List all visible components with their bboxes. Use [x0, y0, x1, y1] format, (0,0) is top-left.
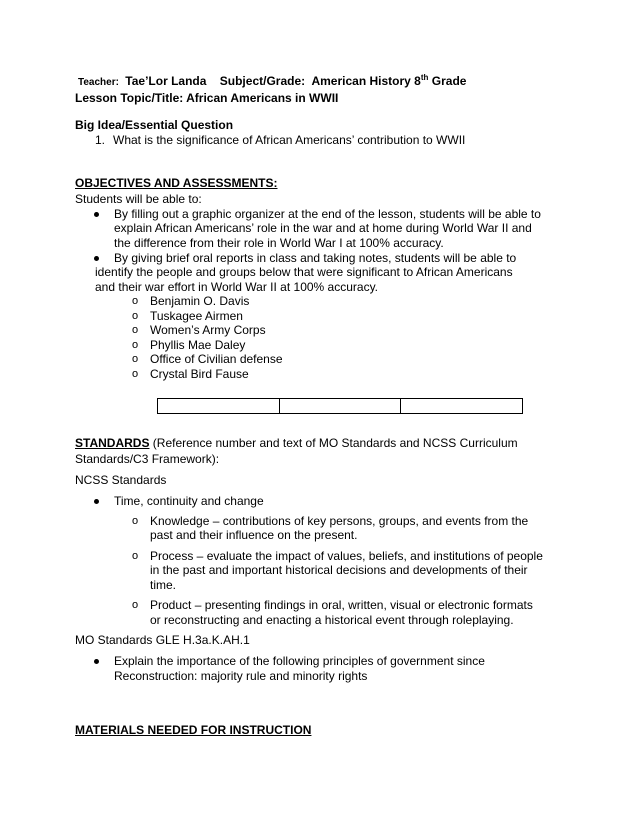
product-line-1: Product – presenting findings in oral, written, visual or electronic formats	[150, 598, 533, 612]
materials-heading: MATERIALS NEEDED FOR INSTRUCTION	[75, 723, 312, 737]
big-idea-heading: Big Idea/Essential Question	[75, 118, 234, 132]
circle-bullet-icon: o	[132, 353, 139, 365]
circle-bullet-icon: o	[132, 324, 139, 336]
sub-item: Office of Civilian defense	[150, 352, 283, 366]
circle-bullet-icon: o	[132, 515, 139, 527]
empty-table	[157, 398, 523, 414]
circle-bullet-icon: o	[132, 339, 139, 351]
subject-sup: th	[420, 73, 429, 82]
standards-heading-line	[75, 436, 518, 450]
table-cell	[280, 399, 402, 413]
table-cell	[158, 399, 280, 413]
sub-item: Benjamin O. Davis	[150, 294, 250, 308]
objectives-heading: OBJECTIVES AND ASSESSMENTS:	[75, 176, 278, 190]
process-line-2: in the past and important historical decisions and developments of their	[150, 563, 528, 577]
tcc-label: Time, continuity and change	[114, 494, 264, 508]
sub-item: Phyllis Mae Daley	[150, 338, 246, 352]
knowledge-line-2: past and their influence on the present.	[150, 528, 358, 542]
objective-2-line-3: and their war effort in World War II at 100% accuracy.	[95, 280, 379, 294]
circle-bullet-icon: o	[132, 295, 139, 307]
mo-standards-label: MO Standards GLE H.3a.K.AH.1	[75, 633, 250, 647]
standards-heading: STANDARDS	[75, 436, 150, 450]
product-line-2: or reconstructing and enacting a historical event through roleplaying.	[150, 613, 514, 627]
objective-1-line-1: By filling out a graphic organizer at the end of the lesson, students will be able to	[114, 207, 541, 221]
subject-tail: Grade	[431, 74, 467, 88]
bullet-icon	[94, 499, 99, 504]
bullet-icon	[94, 212, 99, 217]
circle-bullet-icon: o	[132, 599, 139, 611]
knowledge-line-1: Knowledge – contributions of key persons, groups, and events from the	[150, 514, 529, 528]
objective-1-line-2: explain African Americans’ role in the war and at home during World War II and	[114, 221, 532, 235]
circle-bullet-icon: o	[132, 368, 139, 380]
header-line	[78, 74, 466, 90]
standards-heading-rest: (Reference number and text of MO Standards and NCSS Curriculum	[149, 436, 518, 450]
big-idea-question: What is the significance of African Americans’ contribution to WWII	[113, 133, 466, 147]
subject-value: American History 8	[311, 74, 421, 88]
standards-line-2: Standards/C3 Framework):	[75, 452, 220, 466]
bullet-icon	[94, 256, 99, 261]
bullet-icon	[94, 659, 99, 664]
teacher-label: Teacher:	[78, 77, 119, 88]
lesson-title: Lesson Topic/Title: African Americans in WWII	[75, 91, 339, 105]
objective-2-line-1: By giving brief oral reports in class and taking notes, students will be able to	[114, 251, 517, 265]
objective-2-line-2: identify the people and groups below that were significant to African Americans	[95, 265, 513, 279]
sub-item: Women’s Army Corps	[150, 323, 266, 337]
objectives-intro: Students will be able to:	[75, 192, 202, 206]
circle-bullet-icon: o	[132, 310, 139, 322]
ncss-label: NCSS Standards	[75, 473, 167, 487]
process-line-1: Process – evaluate the impact of values, beliefs, and institutions of people	[150, 549, 543, 563]
sub-item: Crystal Bird Fause	[150, 367, 249, 381]
explain-line-2: Reconstruction: majority rule and minority rights	[114, 669, 368, 683]
explain-line-1: Explain the importance of the following principles of government since	[114, 654, 485, 668]
circle-bullet-icon: o	[132, 550, 139, 562]
sub-item: Tuskagee Airmen	[150, 309, 243, 323]
table-cell	[401, 399, 522, 413]
process-line-3: time.	[150, 578, 177, 592]
subject-label: Subject/Grade:	[219, 74, 306, 88]
teacher-name: Tae’Lor Landa	[125, 74, 207, 88]
big-idea-num: 1.	[95, 133, 106, 147]
objective-1-line-3: the difference from their role in World War I at 100% accuracy.	[114, 236, 444, 250]
